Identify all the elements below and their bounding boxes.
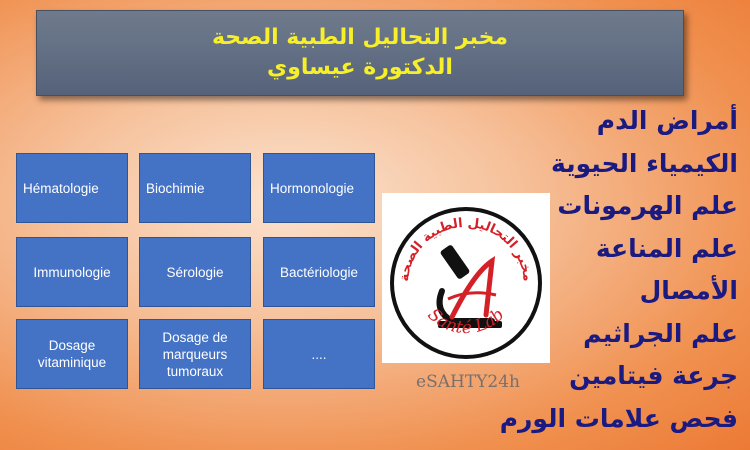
- tile-label: ....: [311, 346, 327, 362]
- tile-label: Bactériologie: [279, 264, 359, 280]
- arabic-services-list: [498, 100, 738, 440]
- tile-hematologie: [16, 153, 128, 223]
- list-item: جرعة فيتامين: [569, 361, 738, 390]
- tile-dosage-marqueurs: [139, 319, 251, 389]
- logo-arc-text: مخبر التحاليل الطبية الصحة: [397, 215, 535, 283]
- tile-bacteriologie: [263, 237, 375, 307]
- tile-label: Dosage de marqueurs tumoraux: [162, 329, 228, 379]
- list-item: الأمصال: [639, 276, 738, 305]
- banner-subtitle: الدكتورة عيساوي: [267, 55, 453, 80]
- tile-label: Sérologie: [166, 264, 224, 280]
- list-item: علم الجراثيم: [583, 318, 738, 348]
- tile-label: Dosage vitaminique: [37, 338, 107, 370]
- list-item: علم الهرمونات: [557, 191, 738, 220]
- title-banner: [36, 10, 684, 96]
- tile-serologie: [139, 237, 251, 307]
- tile-biochimie: [139, 153, 251, 223]
- tile-dosage-vitaminique: [16, 319, 128, 389]
- list-item: الكيمياء الحيوية: [551, 148, 738, 178]
- list-item: فحص علامات الورم: [499, 403, 738, 433]
- tile-label: Biochimie: [146, 180, 205, 196]
- list-item: أمراض الدم: [596, 106, 738, 135]
- tile-label: Hormonologie: [270, 180, 355, 196]
- tile-immunologie: [16, 237, 128, 307]
- tile-hormonologie: [263, 153, 375, 223]
- tile-more: [263, 319, 375, 389]
- tile-label: Hématologie: [23, 180, 99, 196]
- logo-bottom-text: Santé Lab: [423, 304, 509, 339]
- watermark-text: eSAHTY24h: [416, 372, 520, 392]
- banner-title: مخبر التحاليل الطبية الصحة: [211, 25, 509, 50]
- tile-label: Immunologie: [33, 264, 111, 280]
- list-item: علم المناعة: [595, 233, 738, 263]
